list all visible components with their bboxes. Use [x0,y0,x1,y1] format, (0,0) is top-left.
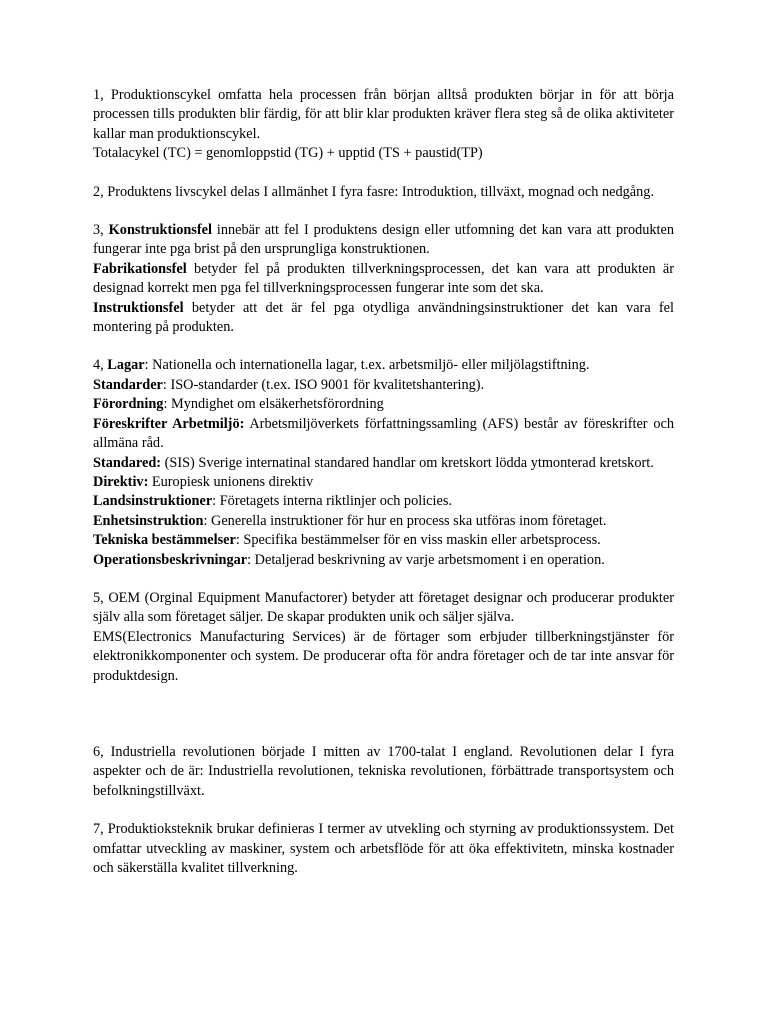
regulation-term: Landsinstruktioner [93,493,213,510]
regulation-desc: : Generella instruktioner för hur en process ska utföras inom företaget. [203,512,607,529]
regulation-desc: Europiesk unionens direktiv [148,473,314,490]
regulation-term: Tekniska bestämmelser [93,532,236,549]
regulation-desc: : Företagets interna riktlinjer och policies. [212,493,452,510]
regulation-term: Föreskrifter Arbetmiljö: [93,415,245,432]
regulation-desc: : ISO-standarder (t.ex. ISO 9001 för kvalitetshantering). [162,376,485,393]
defect-desc: betyder att det är fel pga otydliga användningsinstruktioner det kan vara fel montering på produkten. [93,299,674,336]
defect-item [93,260,674,299]
regulation-term: Direktiv: [93,473,149,490]
paragraph-number: 4, [93,357,108,374]
regulation-desc: : Nationella och internationella lagar, t.ex. arbetsmiljö- eller miljölagstiftning. [144,357,590,374]
regulation-item [93,512,674,531]
regulation-item [93,492,674,511]
defect-desc: innebär att fel I produktens design eller utfomning det kan vara att produkten fungerar inte pga brist på den ursprungliga konstruktionen. [93,222,674,258]
production-technique-text: 7, Produktioksteknik brukar definieras I termer av utvekling och styrning av produktionssystem. Det omfattar utveckling av maskiner, system och arbetsflöde för att öka effektivitetn, minska kostnader och säkerställa kvalitet tillverkning. [93,821,674,876]
paragraph-3 [93,221,674,337]
regulation-term: Enhetsinstruktion [93,512,204,529]
paragraph-4 [93,356,674,569]
paragraph-6 [93,743,674,801]
paragraph-number: 3, [93,222,109,239]
defect-item [93,221,674,260]
regulation-item [93,473,674,492]
regulation-desc: : Myndighet om elsäkerhetsförordning [163,396,384,413]
regulation-desc: : Specifika bestämmelser för en viss maskin eller arbetsprocess. [235,532,601,549]
paragraph-5 [93,589,674,686]
regulation-item [93,454,674,473]
defect-term: Konstruktionsfel [108,222,212,239]
regulation-item [93,531,674,550]
regulation-term: Standarder [93,376,163,393]
regulation-item [93,356,674,375]
defect-desc: betyder fel på produkten tillverkningsprocessen, det kan vara att produkten är designad korrekt men pga fel tillverkningsprocessen fungerar inte som det ska. [93,260,674,297]
blank-space [93,705,674,743]
defect-item [93,299,674,338]
regulation-term: Standared: [93,454,162,471]
regulation-item [93,415,674,454]
regulation-item [93,376,674,395]
regulation-term: Operationsbeskrivningar [93,551,248,568]
defect-term: Instruktionsfel [93,299,184,316]
regulation-item [93,395,674,414]
defect-term: Fabrikationsfel [93,260,187,277]
revolution-text: 6, Industriella revolutionen började I mitten av 1700-talat I england. Revolutionen delar I fyra aspekter och de är: Industriella revolutionen, tekniska revolutionen, förbättrade transportsystem och befolkningstillväxt. [93,743,674,799]
lifecycle-text: 2, Produktens livscykel delas I allmänhet I fyra fasre: Introduktion, tillväxt, mognad och nedgång. [93,183,655,200]
regulation-term: Förordning [93,396,164,413]
regulation-item [93,551,674,570]
cycle-formula: Totalacykel (TC) = genomloppstid (TG) + upptid (TS + paustid(TP) [93,145,483,162]
paragraph-1 [93,86,674,164]
production-cycle-text: 1, Produktionscykel omfatta hela processen från början alltså produkten börjar in för att börja processen tills produkten blir färdig, för att blir klar produkten kräver flera steg så de olika aktiviteter kallar man produktionscykel. [93,87,674,142]
regulation-desc: Arbetsmiljöverkets författningssamling (AFS) består av föreskrifter och allmäna råd. [93,415,674,452]
paragraph-7 [93,820,674,878]
oem-text: 5, OEM (Orginal Equipment Manufactorer) betyder att företaget designar och producerar produkter själv alla som företaget säljer. De skapar produkten unik och säljer själva. [93,589,674,626]
ems-text: EMS(Electronics Manufacturing Services) är de förtager som erbjuder tillberkningstjänster för elektronikkomponenter och system. De producerar ofta för andra företager och de tar inte ansvar för produktdesign. [93,628,674,684]
regulation-term: Lagar [107,357,145,374]
paragraph-2 [93,183,674,202]
regulation-desc: (SIS) Sverige internatinal standared handlar om kretskort lödda ytmonterad kretskort. [161,454,654,471]
regulation-desc: : Detaljerad beskrivning av varje arbetsmoment i en operation. [247,551,605,568]
